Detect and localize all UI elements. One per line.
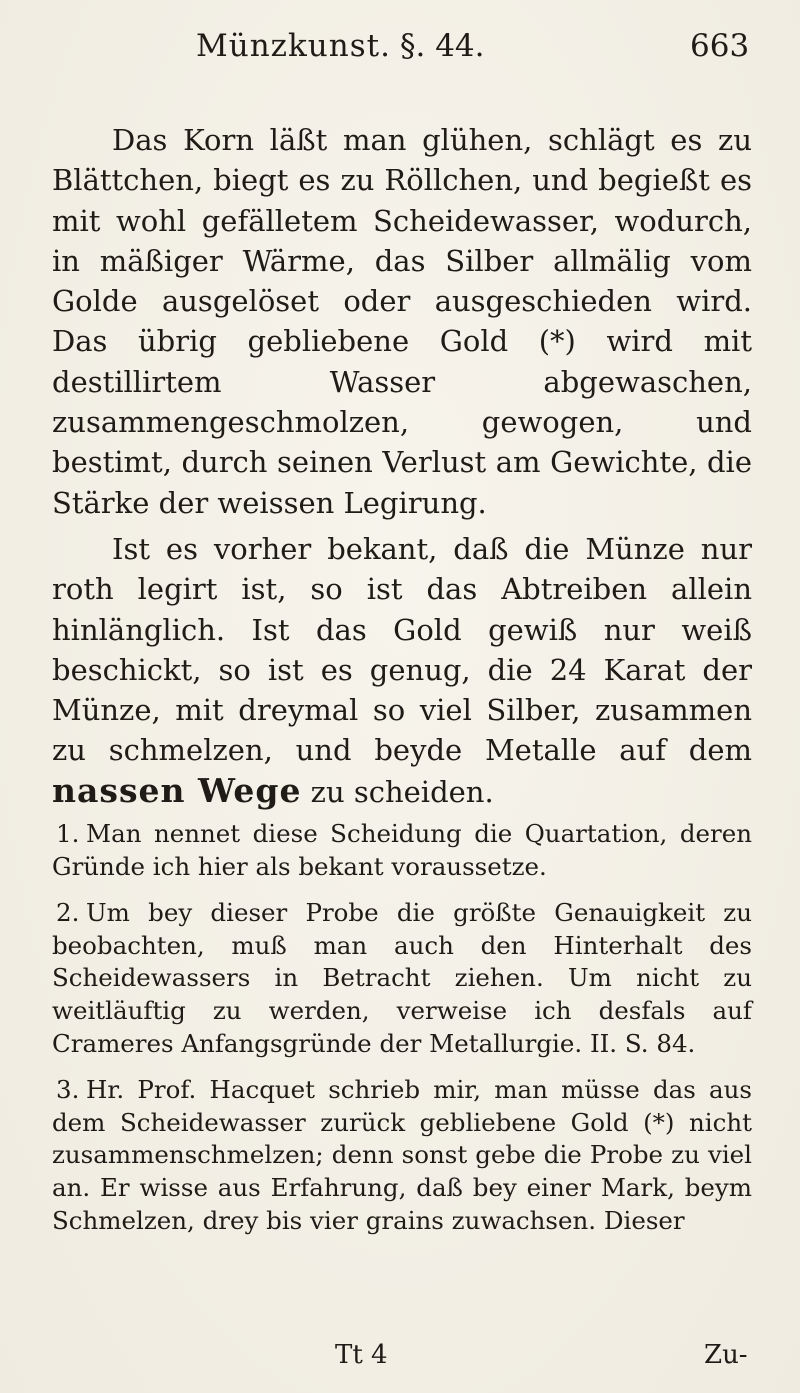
page-footer bbox=[0, 1340, 800, 1380]
paragraph-2 bbox=[52, 529, 752, 812]
paragraph-2-end: zu scheiden. bbox=[310, 774, 494, 809]
running-header bbox=[0, 28, 800, 78]
footnote-1 bbox=[52, 818, 752, 883]
footnote-3-number: 3. bbox=[56, 1075, 80, 1105]
footnote-3 bbox=[52, 1074, 752, 1237]
footnote-2 bbox=[52, 897, 752, 1060]
footnote-2-text: Um bey dieser Probe die größte Genauigkeit zu beobachten, muß man auch den Hinterhalt des Scheidewassers in Betracht ziehen. Um nicht zu weitläuftig zu werden, verweise ich desfals auf Crameres Anfangsgründe der Metallurgie. II. S. 84. bbox=[52, 898, 752, 1058]
text-body bbox=[52, 120, 752, 1237]
paragraph-2-text: Ist es vorher bekant, daß die Münze nur roth legirt ist, so ist das Abtreiben allein hinlänglich. Ist das Gold gewiß nur weiß beschickt, so ist es genug, die 24 Karat der Münze, mit dreymal so viel Silber, zusammen zu schmelzen, und beyde Metalle auf dem bbox=[52, 531, 752, 768]
paragraph-1-text: Das Korn läßt man glühen, schlägt es zu Blättchen, biegt es zu Röllchen, und begießt es mit wohl gefälletem Scheidewasser, wodurch, in mäßiger Wärme, das Silber allmälig vom Golde ausgelöset oder ausgeschieden wird. Das übrig gebliebene Gold (*) wird mit destillirtem Wasser abgewaschen, zusammengeschmolzen, gewogen, und bestimt, durch seinen Verlust am Gewichte, die Stärke der weissen Legirung. bbox=[52, 123, 752, 520]
emphasis-nassen-wege: nassen Wege bbox=[52, 770, 302, 810]
catchword: Zu- bbox=[704, 1340, 748, 1370]
footnote-1-text: Man nennet diese Scheidung die Quartation, deren Gründe ich hier als bekant voraussetze. bbox=[52, 819, 752, 881]
footnote-3-text: Hr. Prof. Hacquet schrieb mir, man müsse das aus dem Scheidewasser zurück gebliebene Gold (*) nicht zusammenschmelzen; denn sonst gebe die Probe zu viel an. Er wisse aus Erfahrung, daß bey einer Mark, beym Schmelzen, drey bis vier grains zuwachsen. Dieser bbox=[52, 1075, 752, 1235]
running-title: Münzkunst. bbox=[196, 28, 391, 64]
paragraph-1 bbox=[52, 120, 752, 523]
signature-mark: Tt 4 bbox=[335, 1340, 388, 1370]
footnote-2-number: 2. bbox=[56, 898, 80, 928]
page-number: 663 bbox=[690, 28, 750, 64]
section-number: §. 44. bbox=[400, 28, 485, 64]
footnote-1-number: 1. bbox=[56, 819, 80, 849]
